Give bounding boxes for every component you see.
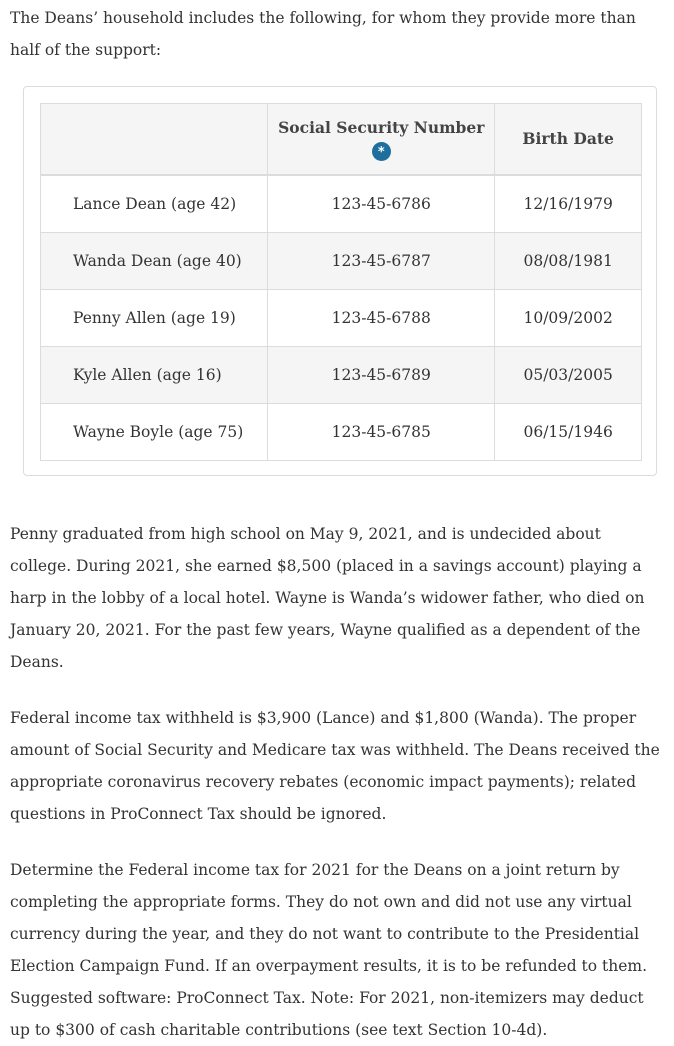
- person-name-cell: Lance Dean (age 42): [41, 175, 268, 233]
- table-row: [41, 290, 642, 347]
- birth-date-cell: 08/08/1981: [495, 233, 642, 290]
- birth-date-cell: 12/16/1979: [495, 175, 642, 233]
- person-name-cell: Wanda Dean (age 40): [41, 233, 268, 290]
- withholding-paragraph: Federal income tax withheld is $3,900 (Lance) and $1,800 (Wanda). The proper amount of Social Security and Medicare tax was withheld. The Deans received the appropriate coronavirus recovery rebates (economic impact payments); related questions in ProConnect Tax should be ignored.: [10, 709, 660, 823]
- ssn-column-header-label: Social Security Number: [278, 117, 485, 137]
- table-header-row: [41, 104, 642, 176]
- table-row: [41, 233, 642, 290]
- person-name-cell: Kyle Allen (age 16): [41, 347, 268, 404]
- table-row: [41, 404, 642, 461]
- birth-date-cell: 05/03/2005: [495, 347, 642, 404]
- ssn-cell: 123-45-6785: [268, 404, 495, 461]
- birth-date-cell: 06/15/1946: [495, 404, 642, 461]
- ssn-cell: 123-45-6787: [268, 233, 495, 290]
- intro-paragraph: The Deans’ household includes the following, for whom they provide more than half of the support:: [10, 9, 636, 59]
- table-row: [41, 347, 642, 404]
- birth-date-cell: 10/09/2002: [495, 290, 642, 347]
- instructions-paragraph: Determine the Federal income tax for 2021 for the Deans on a joint return by completing the appropriate forms. They do not own and did not use any virtual currency during the year, and they do not want to contribute to the Presidential Election Campaign Fund. If an overpayment results, it is to be refunded to them. Suggested software: ProConnect Tax. Note: For 2021, non-itemizers may deduct up to $300 of cash charitable contributions (see text Section 10-4d).: [10, 861, 648, 1039]
- person-name-cell: Penny Allen (age 19): [41, 290, 268, 347]
- page-content: [10, 0, 660, 1046]
- person-name-cell: Wayne Boyle (age 75): [41, 404, 268, 461]
- ssn-column-header: [268, 104, 495, 176]
- asterisk-info-icon[interactable]: *: [372, 142, 391, 161]
- ssn-cell: 123-45-6789: [268, 347, 495, 404]
- ssn-cell: 123-45-6786: [268, 175, 495, 233]
- household-table-card: [23, 86, 657, 476]
- household-table: [40, 103, 642, 461]
- penny-wayne-paragraph: Penny graduated from high school on May 9, 2021, and is undecided about college. During 2021, she earned $8,500 (placed in a savings account) playing a harp in the lobby of a local hotel. Wayne is Wanda’s widower father, who died on January 20, 2021. For the past few years, Wayne qualified as a dependent of the Deans.: [10, 525, 645, 671]
- ssn-cell: 123-45-6788: [268, 290, 495, 347]
- name-column-header: [41, 104, 268, 176]
- table-row: [41, 175, 642, 233]
- birth-date-column-header: Birth Date: [495, 104, 642, 176]
